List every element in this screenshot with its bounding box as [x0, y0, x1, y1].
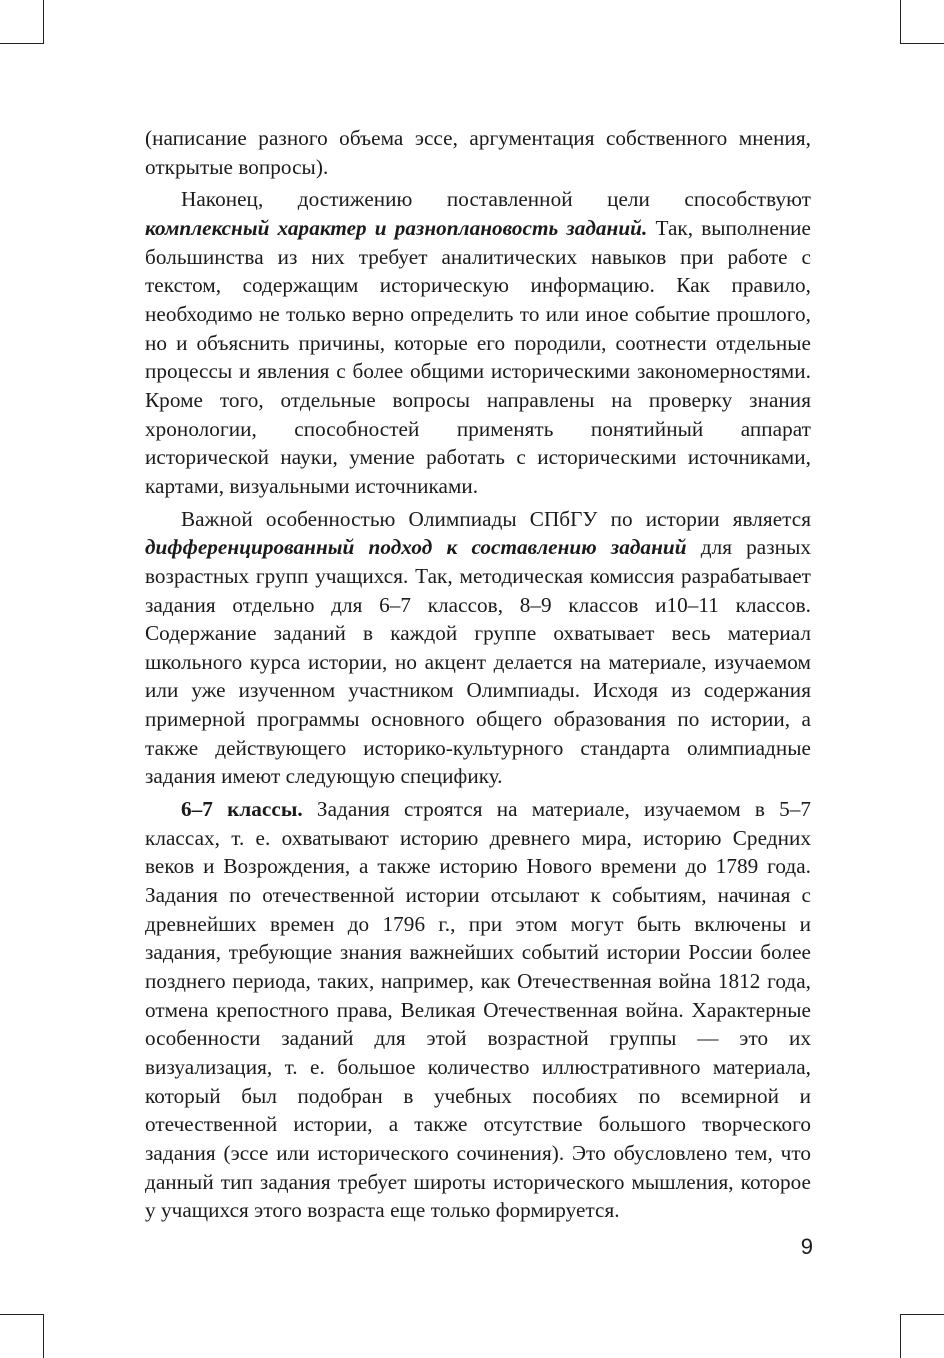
- crop-mark-bottom-left-h: [0, 1314, 44, 1315]
- crop-mark-top-right-h: [900, 43, 944, 44]
- crop-mark-top-left-v: [43, 0, 44, 44]
- paragraph-grades-6-7: [145, 795, 811, 1225]
- body-text: [145, 124, 811, 1225]
- crop-mark-top-right-v: [900, 0, 901, 44]
- page-number: 9: [800, 1234, 813, 1259]
- paragraph-text-post: Задания строятся на материале, изучаемом в 5–7 классах, т. е. охватывают историю древнего мира, историю Средних веков и Возрождения, а также историю Нового времени до 1789 года. Задания по отечественной истории отсылают к событиям, начиная с древнейших времен до 1796 г., при этом могут быть включены и задания, требующие знания важнейших событий истории России более позднего периода, таких, например, как Отечественная война 1812 года, отмена крепостного права, Великая Отечественная война. Характерные особенности заданий для этой возрастной группы — это их визуализация, т. е. большое количество иллюстративного материала, который был подобран в учебных пособиях по всемирной и отечественной истории, а также отсутствие большого творческого задания (эссе или исторического сочинения). Это обусловлено тем, что данный тип задания требует широты исторического мышления, которое у учащихся этого возраста еще только формируется.: [145, 797, 812, 1223]
- crop-mark-top-left-h: [0, 43, 44, 44]
- paragraph-text-pre: Наконец, достижению поставленной цели способствуют: [181, 187, 811, 212]
- paragraph-text-pre: Важной особенностью Олимпиады СПбГУ по истории является: [181, 506, 811, 531]
- paragraph-text: (написание разного объема эссе, аргументация собственного мнения, открытые вопросы).: [145, 126, 811, 179]
- paragraph-text-post: для разных возрастных групп учащихся. Так, методическая комиссия разрабатывает задания отдельно для 6–7 классов, 8–9 классов и10–11 классов. Содержание заданий в каждой группе охватывает весь материал школьного курса истории, но акцент делается на материале, изучаемом или уже изученном участником Олимпиады. Исходя из содержания примерной программы основного общего образования по истории, а также действующего историко-культурного стандарта олимпиадные задания имеют следующую специфику.: [145, 535, 811, 789]
- crop-mark-bottom-right-h: [900, 1314, 944, 1315]
- paragraph-emphasis: дифференцированный подход к составлению заданий: [145, 535, 687, 560]
- paragraph-text-post: Так, выполнение большинства из них требует аналитических навыков при работе с текстом, содержащим историческую информацию. Как правило, необходимо не только верно определить то или иное событие прошлого, но и объяснить причины, которые его породили, соотнести отдельные процессы и явления с более общими историческими закономерностями. Кроме того, отдельные вопросы направлены на проверку знания хронологии, способностей применять понятийный аппарат исторической науки, умение работать с историческими источниками, картами, визуальными источниками.: [145, 215, 811, 498]
- paragraph-complex-character: [145, 185, 811, 500]
- crop-mark-bottom-right-v: [900, 1314, 901, 1358]
- paragraph-continuation: [145, 124, 811, 181]
- paragraph-lead-heading: 6–7 классы.: [181, 797, 303, 822]
- crop-mark-bottom-left-v: [43, 1314, 44, 1358]
- paragraph-emphasis: комплексный характер и разноплановость заданий.: [145, 215, 648, 240]
- paragraph-differentiated-approach: [145, 505, 811, 792]
